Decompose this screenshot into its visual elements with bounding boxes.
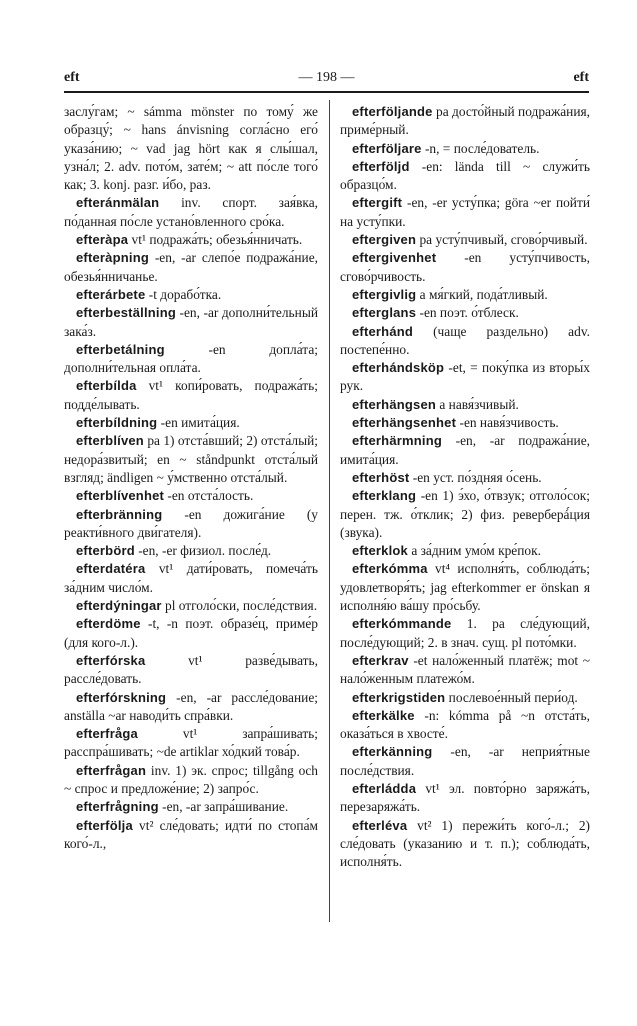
- dictionary-entry: [64, 377, 318, 414]
- dictionary-entry: [340, 689, 590, 707]
- headword: eftergiven: [352, 232, 417, 248]
- left-column: [64, 103, 318, 853]
- dictionary-entry: [340, 414, 590, 432]
- definition: vt¹ копи́ровать, подража́ть; подде́лывать.: [64, 378, 318, 412]
- dictionary-entry: [340, 817, 590, 872]
- headword: efterbränning: [76, 506, 163, 522]
- definition: -en, -ar неприя́тные после́дствия.: [340, 744, 590, 778]
- dictionary-entry: [64, 249, 318, 286]
- dictionary-entry: [340, 469, 590, 487]
- headword: efterbílda: [76, 378, 137, 394]
- headword: efterhöst: [352, 469, 410, 485]
- guide-word-right: eft: [573, 70, 589, 85]
- dictionary-entry: [64, 341, 318, 378]
- headword: efterdýningar: [76, 598, 162, 614]
- headword: efterárbete: [76, 286, 146, 302]
- definition: -n: kómma på ~n отста́ть, оказа́ться в хвосте́.: [340, 707, 590, 742]
- definition: inv. спорт. зая́вка, по́данная по́сле устано́вленного сро́ка.: [64, 195, 318, 229]
- headword: efterklok: [352, 543, 408, 559]
- dictionary-entry: [340, 396, 590, 414]
- dictionary-entry: [64, 817, 318, 854]
- definition: -en: lända till ~ служи́ть образцо́м.: [340, 158, 590, 193]
- definition: -en отста́лость.: [164, 488, 254, 504]
- definition: -en уст. по́здняя о́сень.: [409, 469, 542, 485]
- headword: efteránmälan: [76, 195, 160, 211]
- headword: efterblívenhet: [76, 488, 165, 504]
- definition: 1. pa сле́дующий, после́дующий; 2. в знач. сущ. pl пото́мки.: [340, 616, 590, 650]
- definition: -en дожига́ние (у реакти́вного дви́гателя).: [64, 506, 318, 540]
- definition: послевое́нный пери́од.: [445, 689, 578, 705]
- headword: eftergivenhet: [352, 250, 437, 266]
- headword: efterkälke: [352, 707, 415, 723]
- page-header: [64, 70, 589, 90]
- definition: vt² 1) пережи́ть кого́-л.; 2) сле́довать (указанию и т. п.); соблюда́ть, исполня́ть.: [340, 817, 590, 870]
- definition: -en поэт. о́тблеск.: [416, 305, 519, 321]
- dictionary-entry: [340, 249, 590, 286]
- headword: efterkrav: [352, 652, 409, 668]
- definition: -en, -er усту́пка; göra ~er пойти́ на усту́пки.: [340, 195, 590, 229]
- dictionary-entry: [64, 194, 318, 231]
- dictionary-entry: [64, 231, 318, 249]
- headword: efterkrigstiden: [352, 689, 446, 705]
- definition: заслу́гам; ~ sámma mönster по тому́ же образцу́; ~ hans ánvisning согла́сно его́ указа́нию; ~ vad jag hört как я слы́шал, узна́л; 2. adv. пото́м, зате́м; ~ att по́сле того́ как; 3. konj. разг. и́бо, раз.: [64, 104, 318, 193]
- definition: -en, -ar запра́шивание.: [158, 799, 289, 815]
- definition: -en, -ar слепо́е подража́ние, обезья́нничанье.: [64, 250, 318, 284]
- headword: efterglans: [352, 305, 417, 321]
- dictionary-entry: [340, 304, 590, 322]
- headword: efterhängsen: [352, 396, 437, 412]
- headword: efterfrågan: [76, 762, 147, 778]
- definition: pl отголо́ски, после́дствия.: [161, 598, 318, 614]
- headword: efterládda: [352, 780, 417, 796]
- dictionary-entry: [340, 432, 590, 469]
- dictionary-entry: [64, 762, 318, 799]
- headword: efterblíven: [76, 433, 144, 449]
- guide-word-left: eft: [64, 70, 80, 85]
- headword: efterföljd: [352, 158, 410, 174]
- dictionary-entry: [64, 286, 318, 304]
- definition: pa 1) отста́вший; 2) отста́лый; недора́звитый; en ~ ståndpunkt отста́лый взгляд; ändligen ~ у́мственно отста́лый.: [64, 433, 318, 485]
- definition: vt¹ эл. повто́рно заряжа́ть, перезаряжа́ть.: [340, 780, 590, 815]
- dictionary-entry: [64, 652, 318, 689]
- dictionary-entry: [64, 725, 318, 762]
- definition: vt² сле́довать; идти́ по стопа́м кого́-л.,: [64, 817, 318, 851]
- definition: -en навя́зчивость.: [456, 415, 559, 431]
- definition: -en усту́пчивость, сгово́рчивость.: [340, 250, 590, 284]
- dictionary-entry: [64, 597, 318, 615]
- dictionary-entry: [340, 286, 590, 304]
- dictionary-entry: [64, 542, 318, 560]
- dictionary-entry: [64, 506, 318, 543]
- headword: eftergift: [352, 195, 403, 211]
- column-divider: [329, 100, 330, 922]
- headword: efterléva: [352, 817, 408, 833]
- headword: efterkómmande: [352, 616, 452, 632]
- headword: efterbeställning: [76, 305, 176, 321]
- dictionary-entry: [64, 615, 318, 652]
- dictionary-entry: [340, 707, 590, 744]
- definition: vt¹ дати́ровать, помеча́ть за́дним число́м.: [64, 561, 318, 595]
- dictionary-entry: [340, 780, 590, 817]
- definition: a за́дним умо́м кре́пок.: [408, 543, 541, 559]
- definition: a мя́гкий, пода́тливый.: [416, 286, 548, 302]
- definition: pa усту́пчивый, сгово́рчивый.: [416, 232, 588, 248]
- definition: -en имита́ция.: [157, 415, 240, 431]
- dictionary-entry: [340, 743, 590, 780]
- dictionary-entry: [340, 140, 590, 158]
- headword: efteràpa: [76, 232, 129, 248]
- headword: efterfölja: [76, 817, 133, 833]
- headword: efterhängsenhet: [352, 415, 457, 431]
- definition: -n, = после́дователь.: [421, 140, 540, 156]
- dictionary-entry: [64, 414, 318, 432]
- page-number: — 198 —: [298, 70, 355, 85]
- definition: -t, -n поэт. образе́ц, приме́р (для кого-л.).: [64, 616, 318, 650]
- definition: vt⁴ исполня́ть, соблюда́ть; удовлетворя́ть; jag efterkommer er önskan я исполня́ю ва́шу про́сьбу.: [340, 561, 590, 614]
- definition: vt¹ запра́шивать; расспра́шивать; ~de artiklar хо́дкий това́р.: [64, 726, 318, 760]
- dictionary-entry: [340, 323, 590, 360]
- dictionary-entry: [340, 487, 590, 542]
- headword: efterföljare: [352, 140, 422, 156]
- definition: vt¹ подража́ть; обезья́нничать.: [128, 232, 303, 248]
- definition: -en, -er физиол. после́д.: [134, 543, 272, 559]
- definition: inv. 1) эк. спрос; tillgång och ~ спрос и предложе́ние; 2) запро́с.: [64, 762, 318, 796]
- headword: eftergivlig: [352, 286, 417, 302]
- headword: efterhánd: [352, 323, 414, 339]
- definition: -en, -ar рассле́дование; anställa ~ar наводи́ть спра́вки.: [64, 689, 318, 723]
- header-rule: [64, 91, 589, 93]
- definition: (чаще раздельно) adv. постепе́нно.: [340, 323, 590, 357]
- definition: -en 1) э́хо, о́твзук; отголо́сок; перен. тж. о́тклик; 2) физ. реверберá́ция (звука).: [340, 488, 590, 540]
- definition: -en, -ar дополни́тельный зака́з.: [64, 305, 318, 339]
- dictionary-entry: [64, 689, 318, 726]
- headword: efterbíldning: [76, 415, 158, 431]
- definition: -et, = поку́пка из вторы́х рук.: [340, 360, 590, 394]
- dictionary-entry: [340, 359, 590, 396]
- dictionary-entry: [64, 103, 318, 194]
- headword: efterfrågning: [76, 799, 159, 815]
- headword: efterkänning: [352, 744, 433, 760]
- headword: efterföljande: [352, 104, 433, 119]
- definition: vt¹ разве́дывать, рассле́довать.: [64, 652, 318, 687]
- dictionary-entry: [340, 652, 590, 689]
- definition: -en допла́та; дополни́тельная опла́та.: [64, 341, 318, 376]
- dictionary-entry: [340, 615, 590, 652]
- dictionary-entry: [64, 432, 318, 487]
- definition: -en, -ar подража́ние, имита́ция.: [340, 433, 590, 467]
- right-column: [340, 103, 590, 871]
- definition: -t дорабо́тка.: [145, 286, 222, 302]
- dictionary-entry: [340, 103, 590, 140]
- dictionary-entry: [64, 560, 318, 597]
- headword: efterhärmning: [352, 433, 443, 449]
- dictionary-entry: [340, 194, 590, 231]
- dictionary-entry: [64, 304, 318, 341]
- dictionary-entry: [340, 231, 590, 249]
- headword: efterbetálning: [76, 341, 165, 357]
- headword: efterfórskning: [76, 689, 167, 705]
- headword: efterdatéra: [76, 561, 146, 577]
- headword: efterkómma: [352, 561, 428, 577]
- headword: efterdöme: [76, 616, 141, 632]
- headword: efterklang: [352, 488, 417, 504]
- headword: efterfråga: [76, 726, 138, 742]
- definition: pa досто́йный подража́ния, приме́рный.: [340, 104, 590, 138]
- dictionary-entry: [64, 487, 318, 505]
- dictionary-entry: [340, 158, 590, 195]
- dictionary-entry: [64, 798, 318, 816]
- headword: efterhándsköp: [352, 360, 445, 376]
- headword: efterfórska: [76, 652, 146, 668]
- dictionary-entry: [340, 560, 590, 615]
- headword: efterbörd: [76, 543, 135, 559]
- headword: efteràpning: [76, 250, 149, 266]
- definition: -et нало́женный платёж; mot ~ нало́женным платежо́м.: [340, 652, 590, 687]
- dictionary-entry: [340, 542, 590, 560]
- definition: a навя́зчивый.: [436, 396, 519, 412]
